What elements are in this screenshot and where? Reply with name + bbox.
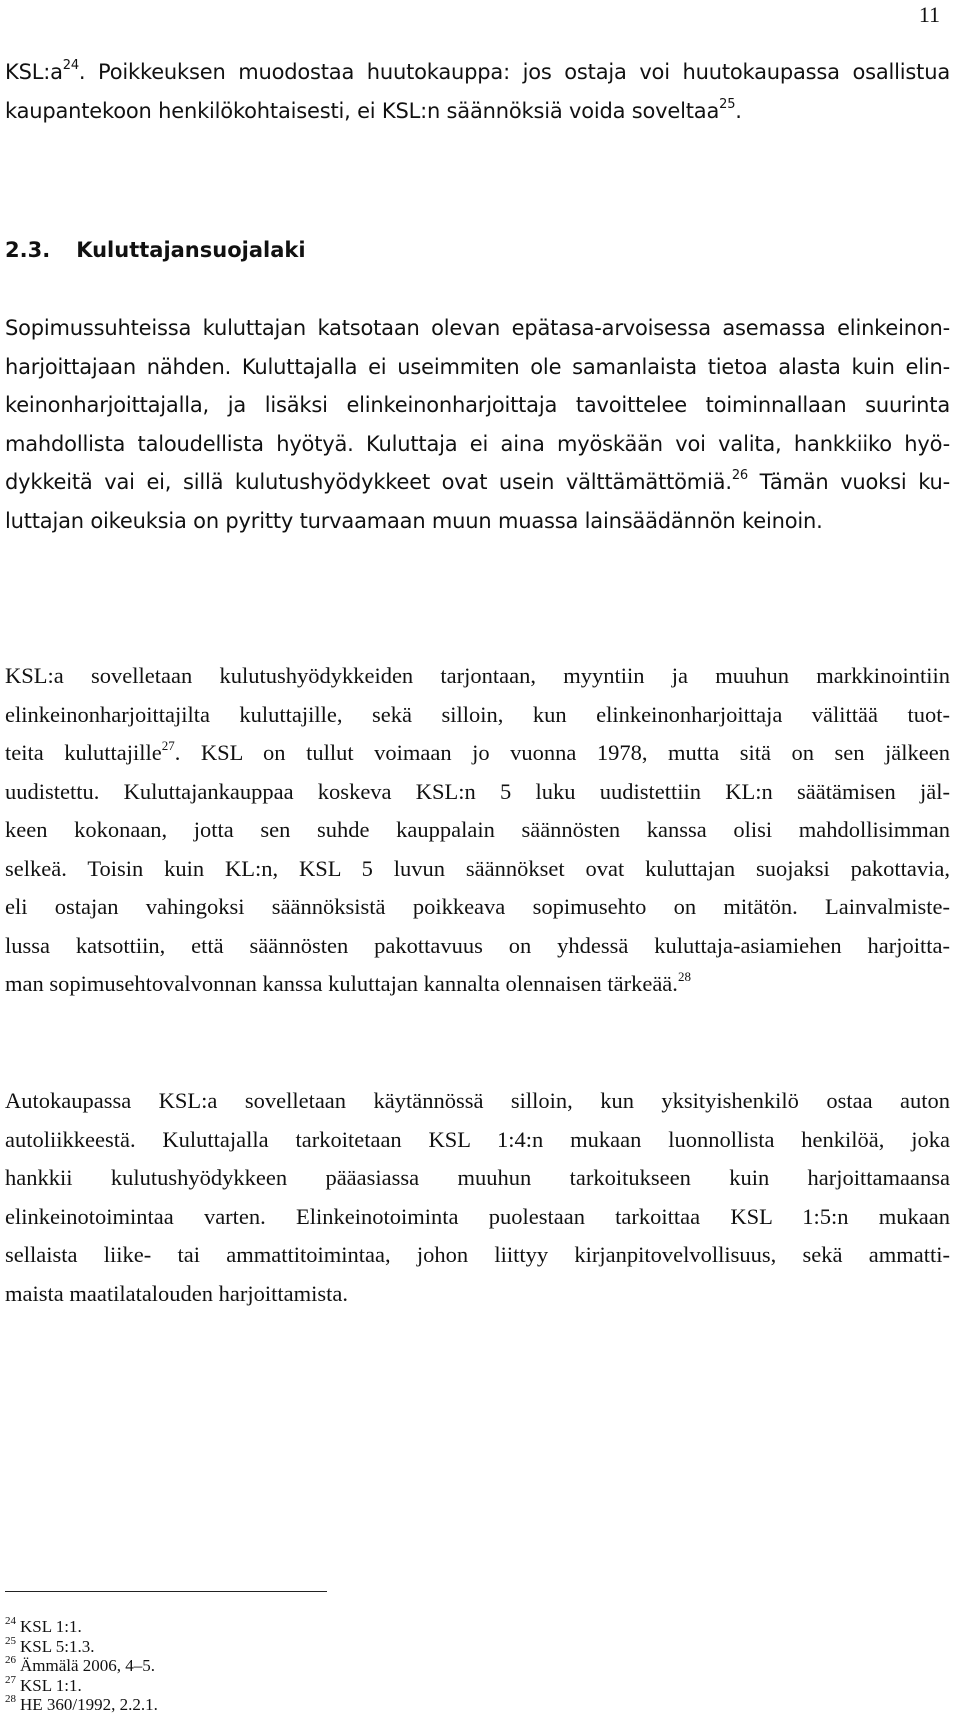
paragraph-ksl-scope	[5, 657, 950, 1004]
footnote-ref: 24	[62, 58, 79, 73]
footnote-number: 28	[5, 1693, 16, 1706]
paragraph-line: elinkeinotoimintaa varten. Elinkeinotoiminta puolestaan tarkoittaa KSL 1:5:n mukaan	[5, 1203, 950, 1229]
text-run: teita kuluttajille	[5, 740, 162, 765]
paragraph-line: eli ostajan vahingoksi säännöksistä poikkeava sopimusehto on mitätön. Lainvalmiste-	[5, 894, 950, 919]
paragraph-line	[5, 53, 950, 92]
paragraph-line: Autokaupassa KSL:a sovelletaan käytännössä silloin, kun yksityishenkilö ostaa auton	[5, 1088, 950, 1113]
footnote-number: 24	[5, 1615, 16, 1628]
paragraph-line: Sopimussuhteissa kuluttajan katsotaan olevan epätasa-arvoisessa asemassa elinkeinon-	[5, 316, 950, 340]
paragraph-line	[5, 92, 950, 131]
text-run: KSL:a	[5, 60, 63, 84]
paragraph-line: keen kokonaan, jotta sen suhde kauppalain säännösten kanssa olisi mahdollisimman	[5, 817, 950, 842]
footnote	[5, 1695, 158, 1715]
footnote-text: Ämmälä 2006, 4–5.	[20, 1656, 156, 1675]
text-run: dykkeitä vai ei, sillä kulutushyödykkeet ovat usein välttämättömiä.	[5, 470, 732, 494]
paragraph-car-trade	[5, 1082, 950, 1313]
footnote-ref: 25	[719, 96, 736, 112]
paragraph-line: hankkii kulutushyödykkeen pääasiassa muuhun tarkoitukseen kuin harjoittamaansa	[5, 1165, 950, 1190]
footnote-ref: 26	[731, 468, 748, 483]
footnote	[5, 1634, 158, 1657]
footnote-ref: 28	[677, 968, 691, 984]
text-run: . KSL on tullut voimaan jo vuonna 1978, mutta sitä on sen jälkeen	[174, 740, 950, 765]
paragraph-ksl-intro	[5, 53, 950, 130]
text-run: .	[735, 98, 742, 123]
footnote	[5, 1656, 158, 1676]
footnote	[5, 1673, 158, 1696]
text-run: Tämän vuoksi ku-	[747, 470, 950, 494]
footnote-divider	[5, 1591, 327, 1592]
footnote-text: KSL 5:1.3.	[20, 1636, 95, 1656]
section-heading	[5, 238, 306, 262]
footnote-number: 27	[5, 1673, 16, 1686]
paragraph-line: selkeä. Toisin kuin KL:n, KSL 5 luvun säännökset ovat kuluttajan suojaksi pakottavia,	[5, 855, 950, 881]
paragraph-line: luttajan oikeuksia on pyritty turvaamaan muun muassa lainsäädännön keinoin.	[5, 508, 823, 533]
footnote	[5, 1617, 158, 1637]
paragraph-line: autoliikkeestä. Kuluttajalla tarkoitetaan KSL 1:4:n mukaan luonnollista henkilöä, joka	[5, 1126, 950, 1152]
paragraph-line: KSL:a sovelletaan kulutushyödykkeiden tarjontaan, myyntiin ja muuhun markkinointiin	[5, 663, 950, 688]
page-number: 11	[918, 2, 940, 27]
paragraph-line	[5, 965, 950, 1004]
paragraph-line: elinkeinonharjoittajilta kuluttajille, sekä silloin, kun elinkeinonharjoittaja välittää tuot-	[5, 701, 950, 727]
footnote-text: KSL 1:1.	[20, 1675, 82, 1695]
footnote-number: 25	[5, 1634, 16, 1647]
paragraph-line: uudistettu. Kuluttajankauppaa koskeva KSL:n 5 luku uudistettiin KL:n säätämisen jäl-	[5, 778, 950, 804]
paragraph-line: sellaista liike- tai ammattitoimintaa, johon liittyy kirjanpitovelvollisuus, sekä ammatti-	[5, 1242, 950, 1267]
paragraph-line: maista maatilatalouden harjoittamista.	[5, 1280, 349, 1306]
section-number: 2.3.	[5, 238, 51, 262]
footnotes	[5, 1617, 158, 1715]
footnote-text: KSL 1:1.	[20, 1617, 82, 1636]
text-run: man sopimusehtovalvonnan kanssa kuluttajan kannalta olennaisen tärkeää.	[5, 971, 678, 996]
paragraph-line: keinonharjoittajalla, ja lisäksi elinkeinonharjoittaja tavoittelee toiminnallaan suurinta	[5, 393, 950, 417]
text-run: . Poikkeuksen muodostaa huutokauppa: jos ostaja voi huutokaupassa osallistua	[78, 60, 950, 84]
paragraph-line: lussa katsottiin, että säännösten pakottavuus on yhdessä kuluttaja-asiamiehen harjoitta-	[5, 932, 950, 958]
paragraph-line: harjoittajaan nähden. Kuluttajalla ei useimmiten ole samanlaista tietoa alasta kuin elin-	[5, 354, 950, 379]
section-title: Kuluttajansuojalaki	[76, 238, 306, 262]
text-run: kaupantekoon henkilökohtaisesti, ei KSL:n säännöksiä voida soveltaa	[5, 98, 720, 123]
paragraph-line	[5, 734, 950, 773]
footnote-number: 26	[5, 1654, 16, 1667]
footnote-ref: 27	[161, 737, 175, 753]
paragraph-line: mahdollista taloudellista hyötyä. Kuluttaja ei aina myöskään voi valita, hankkiiko hyö-	[5, 431, 950, 456]
paragraph-line	[5, 463, 950, 502]
paragraph-intro	[5, 309, 950, 540]
footnote-text: HE 360/1992, 2.2.1.	[20, 1695, 158, 1714]
